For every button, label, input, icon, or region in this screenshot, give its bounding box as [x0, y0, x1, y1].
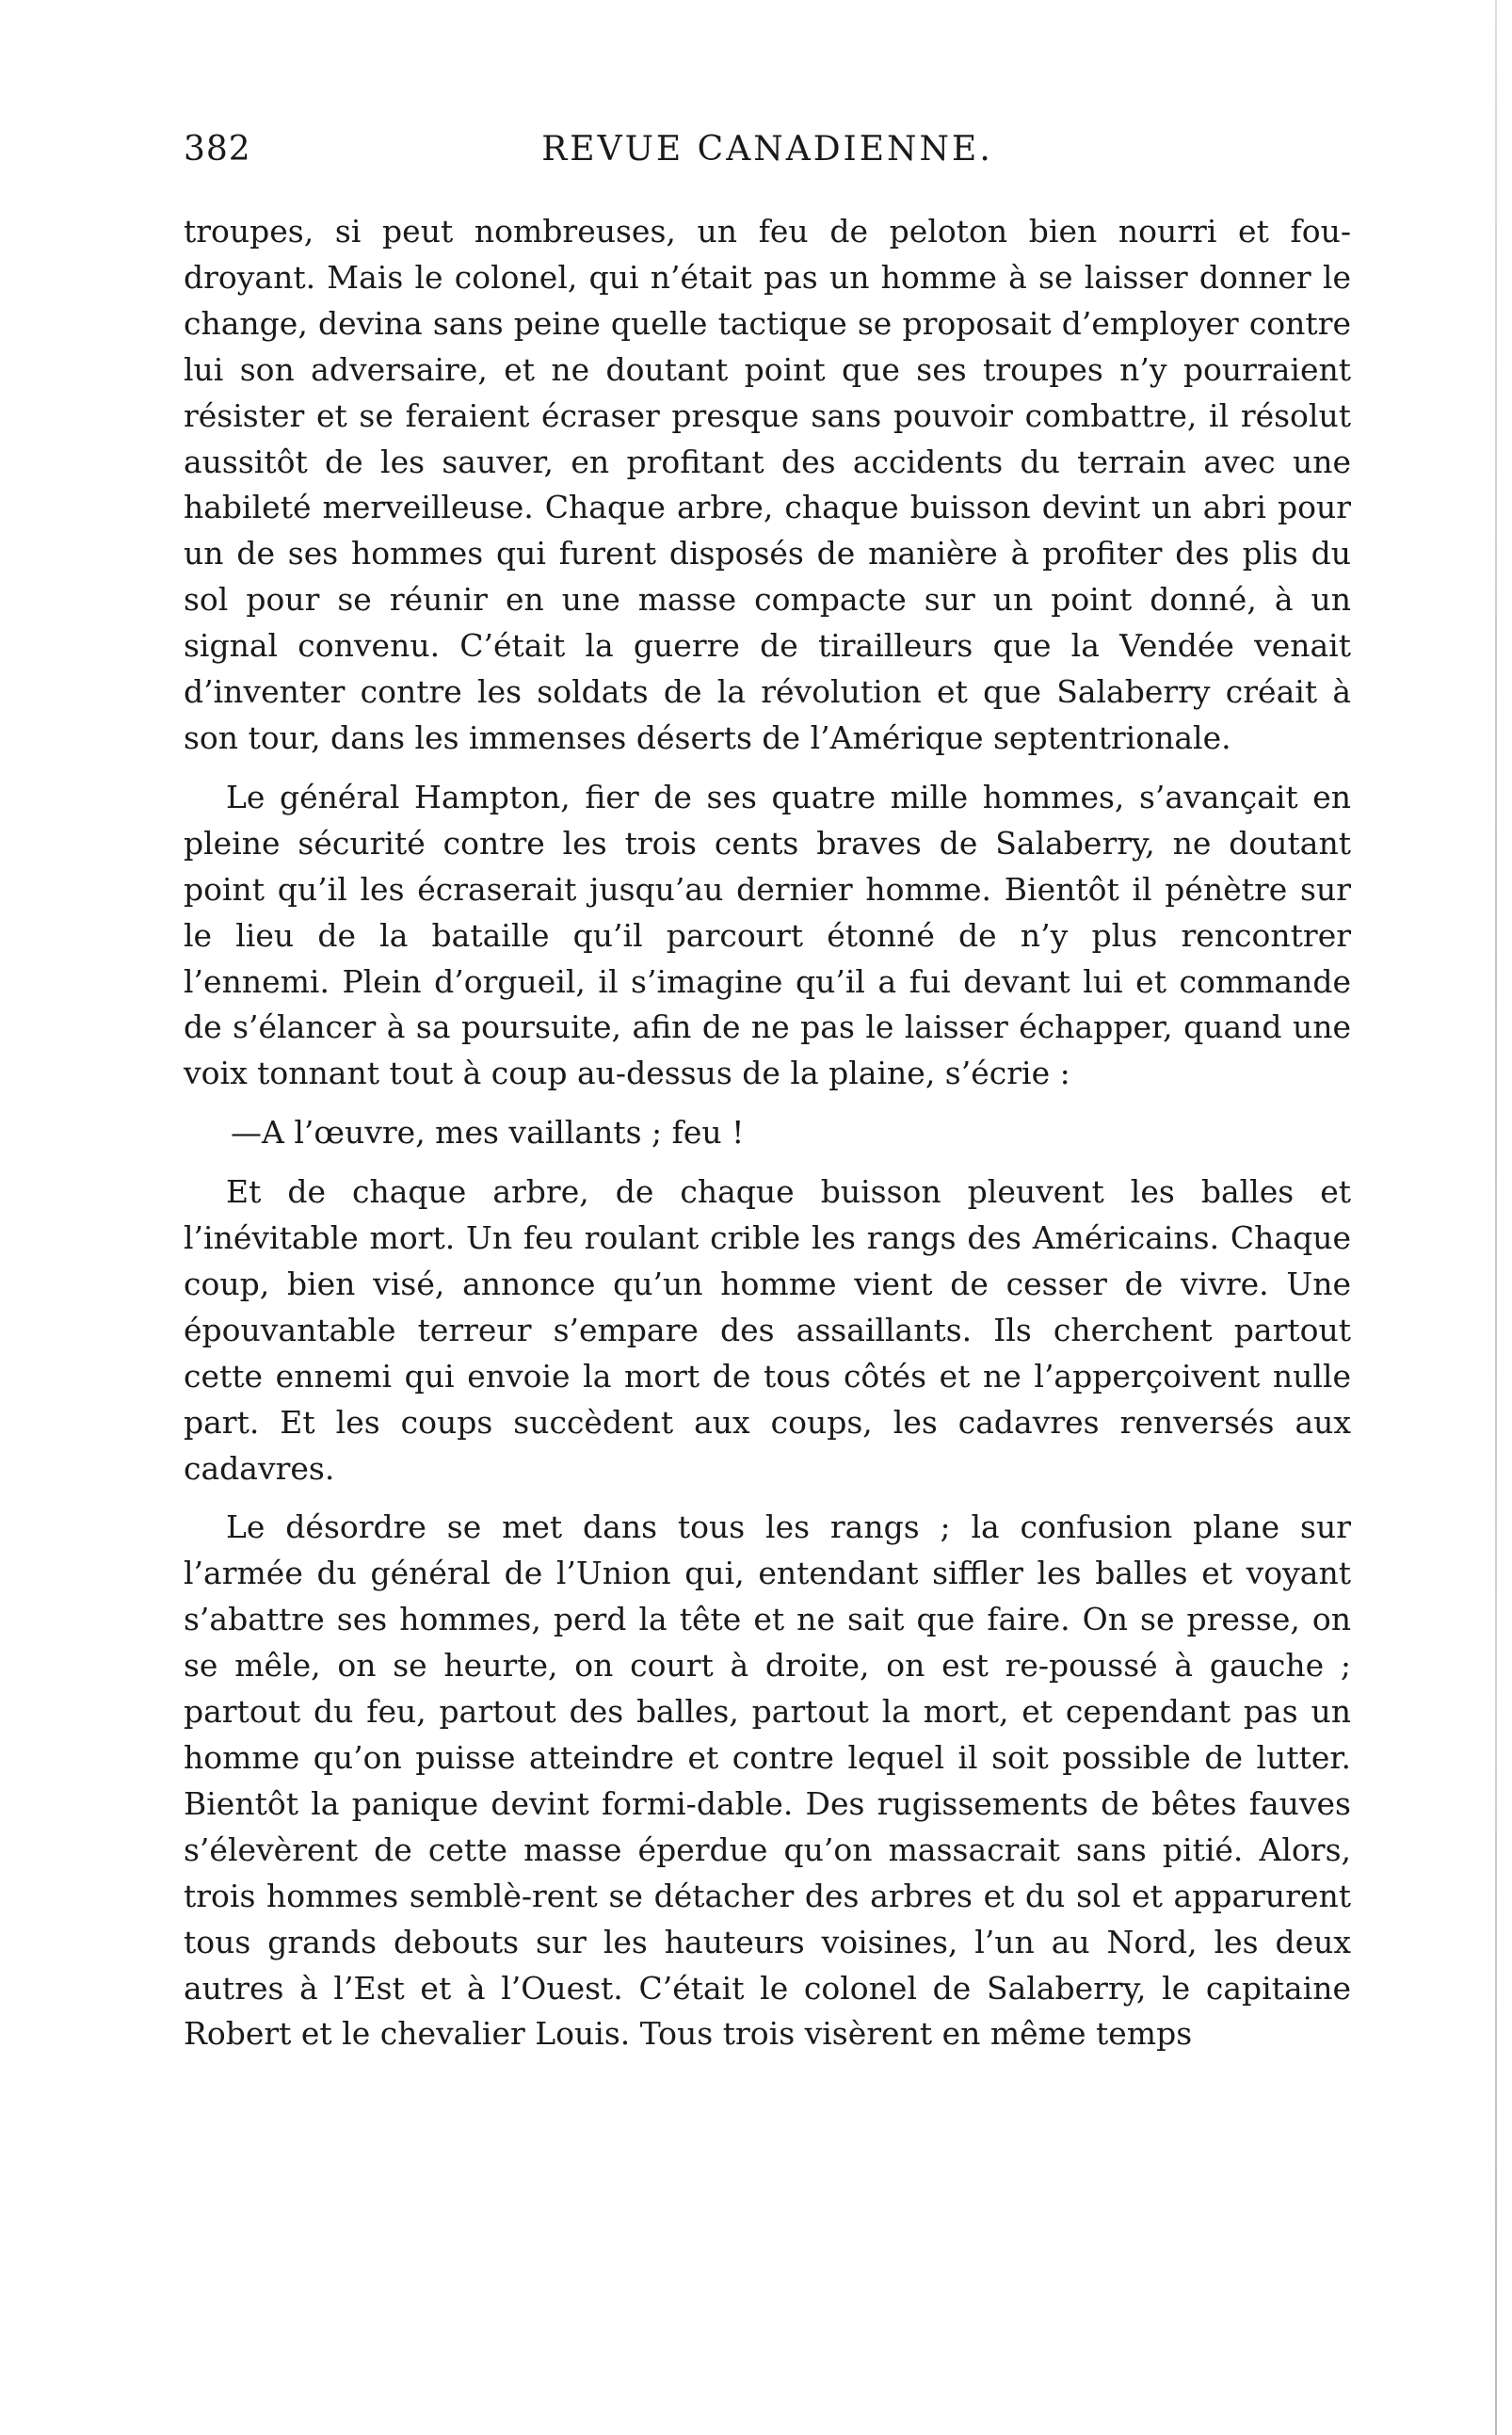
running-title: REVUE CANADIENNE.	[541, 130, 993, 169]
paragraph-hampton: Le général Hampton, fier de ses quatre mille hommes, s’avançait en pleine sécurité contre les trois cents braves de Salaberry, ne doutant point qu’il les écraserait jusqu’au dernier homme. Bientôt il pénètre sur le lieu de la bataille qu’il parcourt étonné de n’y plus rencontrer l’ennemi. Plein d’orgueil, il s’imagine qu’il a fui devant lui et commande de s’élancer à sa poursuite, afin de ne pas le laisser échapper, quand une voix tonnant tout à coup au-dessus de la plaine, s’écrie :	[184, 778, 1351, 1092]
paragraph-command: —A l’œuvre, mes vaillants ; feu !	[231, 1114, 745, 1152]
paragraph-disorder: Le désordre se met dans tous les rangs ; la confusion plane sur l’armée du général de l’Union qui, entendant siffler les balles et voyant s’abattre ses hommes, perd la tête et ne sait que faire. On se presse, on se mêle, on se heurte, on court à droite, on est re-poussé à gauche ; partout du feu, partout des balles, partout la mort, et cependant pas un homme qu’on puisse atteindre et contre lequel il soit possible de lutter. Bientôt la panique devint formi-dable. Des rugissements de bêtes fauves s’élevèrent de cette masse éperdue qu’on massacrait sans pitié. Alors, trois hommes semblè-rent se détacher des arbres et du sol et apparurent tous grands debouts sur les hauteurs voisines, l’un au Nord, les deux autres à l’Est et à l’Ouest. C’était le colonel de Salaberry, le capitaine Robert et le chevalier Louis. Tous trois visèrent en même temps	[184, 1508, 1351, 2053]
page-header	[184, 130, 1351, 186]
body-text	[184, 209, 1351, 2057]
page-edge-line	[1495, 0, 1497, 2435]
page-number: 382	[184, 130, 251, 169]
paragraph-volley: Et de chaque arbre, de chaque buisson pleuvent les balles et l’inévitable mort. Un feu roulant crible les rangs des Américains. Chaque coup, bien visé, annonce qu’un homme vient de cesser de vivre. Une épouvantable terreur s’empare des assaillants. Ils cherchent partout cette ennemi qui envoie la mort de tous côtés et ne l’apperçoivent nulle part. Et les coups succèdent aux coups, les cadavres renversés aux cadavres.	[184, 1173, 1351, 1487]
paragraph-continued: troupes, si peut nombreuses, un feu de peloton bien nourri et fou-droyant. Mais le colonel, qui n’était pas un homme à se laisser donner le change, devina sans peine quelle tactique se proposait d’employer contre lui son adversaire, et ne doutant point que ses troupes n’y pourraient résister et se feraient écraser presque sans pouvoir combattre, il résolut aussitôt de les sauver, en profitant des accidents du terrain avec une habileté merveilleuse. Chaque arbre, chaque buisson devint un abri pour un de ses hommes qui furent disposés de manière à profiter des plis du sol pour se réunir en une masse compacte sur un point donné, à un signal convenu. C’était la guerre de tirailleurs que la Vendée venait d’inventer contre les soldats de la révolution et que Salaberry créait à son tour, dans les immenses déserts de l’Amérique septentrionale.	[184, 213, 1351, 756]
